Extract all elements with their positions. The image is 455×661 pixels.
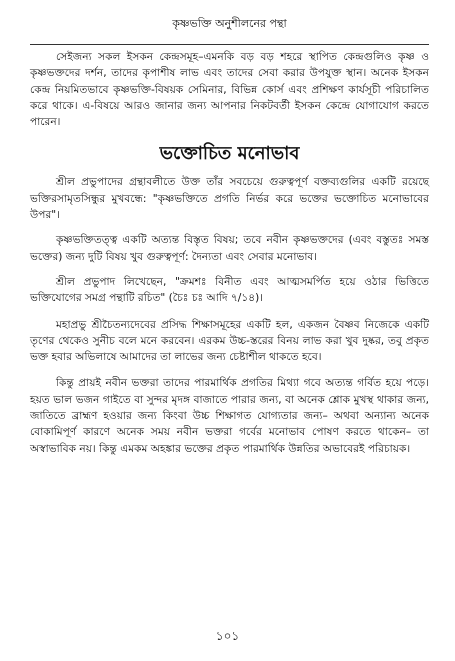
page-number: ১০১ <box>215 629 240 643</box>
paragraph-surrender-quote: শ্রীল প্রভুপাদ লিখেছেন, "ক্রমশঃ বিনীত এবং আত্মসমর্পিত হয়ে ওঠার ভিত্তিতে ভক্তিযোগের সমগ্র পন্থাটি রচিত" (চৈঃ চঃ আদি ৭/১৪)। <box>30 275 429 305</box>
paragraph-prabhupada-preface: শ্রীল প্রভুপাদের গ্রন্থাবলীতে উক্ত তাঁর সবচেয়ে গুরুত্বপূর্ণ বক্তব্যগুলির একটি রয়েছে ভক্তিরসামৃতসিন্ধুর মুখবন্ধে: "কৃষ্ণভক্তিতে প্রগতি নির্ভর করে ভক্তের ভক্তোচিত মনোভাবের উপর"। <box>30 176 429 222</box>
paragraph-humility-service: কৃষ্ণভক্তিতত্ত্ব একটি অত্যন্ত বিস্তৃত বিষয়; তবে নবীন কৃষ্ণভক্তদের (এবং বস্তুতঃ সমস্ত ভক্তের) জন্য দুটি বিষয় খুব গুরুত্বপূর্ণ: দৈন্যতা এবং সেবার মনোভাব। <box>30 234 429 263</box>
paragraph-false-pride: কিন্তু প্রায়ই নবীন ভক্তরা তাদের পারমার্থিক প্রগতির মিথ্যা গবে অত্যন্ত গর্বিত হয়ে পড়ে। হয়ত ভাল ভজন গাইতে বা সুন্দর মৃদঙ্গ বাজাতে পারার জন্য, বা অনেক শ্লোক মুখস্থ থাকার জন্য, জাতিতে ব্রাহ্মণ হওয়ার জন্য কিংবা উচ্চ শিক্ষাগত যোগ্যতার জন্য– অথবা অন্যান্য অনেক বোকামিপূর্ণ কারণে অনেক সময় নবীন ভক্তরা গর্বের মনোভাব পোষণ করতে থাকেন– তা অস্বাভাবিক নয়। কিন্তু এমকম অহঙ্কার ভক্তের প্রকৃত পারমার্থিক উন্নতির অভাবেরই পরিচায়ক। <box>30 377 429 455</box>
paragraph-iskcon-centers: সেইজন্য সকল ইসকন কেন্দ্রসমূহ–এমনকি বড় বড় শহরে স্থাপিত কেন্দ্রগুলিও কৃষ্ণ ও কৃষ্ণভক্তদের দর্শন, তাদের কৃপাশীষ লাভ এবং তাদের সেবা করার উপযুক্ত স্থান। অনেক ইসকন কেন্দ্র নিয়মিতভাবে কৃষ্ণভক্তি-বিষয়ক সেমিনার, বিভিন্ন কোর্স এবং প্রশিক্ষণ কার্যসূচী পরিচালিত করে থাকে। এ-বিষয়ে আরও জানার জন্য আপনার নিকটবর্তী ইসকন কেন্দ্রে যোগাযোগ করতে পারেন। <box>30 51 429 129</box>
running-head: কৃষ্ণভক্তি অনুশীলনের পন্থা <box>172 17 287 30</box>
paragraph-grass-humility: মহাপ্রভু শ্রীচৈতন্যদেবের প্রসিদ্ধ শিক্ষাসমূহের একটি হল, একজন বৈষ্ণব নিজেকে একটি তৃণের থেকেও সুনীচ বলে মনে করবেন। এরকম উচ্চ-স্তরের বিনয় লাভ করা খুব দুষ্কর, তবু প্রকৃত ভক্ত হবার অভিলাষে আমাদের তা লাভের জন্য চেষ্টাশীল থাকতে হবে। <box>30 318 429 364</box>
section-title: ভক্তোচিত মনোভাব <box>159 143 300 165</box>
header-rule <box>30 44 429 45</box>
